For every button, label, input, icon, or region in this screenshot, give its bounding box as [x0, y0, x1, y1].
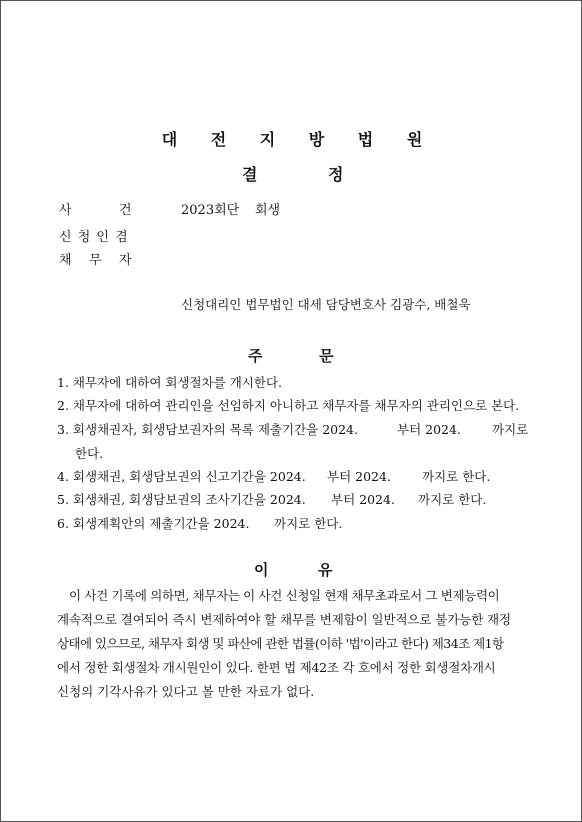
debtor-label-3: 자 [119, 253, 132, 268]
reason-line-1: 이 사건 기록에 의하면, 채무자는 이 사건 신청일 현재 채무초과로서 그 변제능력이 [69, 588, 500, 603]
agent-line: 신청대리인 법무법인 대세 담당변호사 김광수, 배철욱 [181, 297, 471, 312]
decision-title-char-2: 정 [328, 165, 344, 184]
order-item-4-part-1: 4. 회생채권, 회생담보권의 신고기간을 2024. [57, 469, 306, 484]
reason-line-2: 계속적으로 결여되어 즉시 변제하여야 할 채무를 변제함이 일반적으로 불가능한 재정 [57, 612, 511, 627]
order-item-3-continuation: 한다. [75, 446, 104, 461]
order-item-4-part-3: 까지로 한다. [422, 469, 491, 484]
order-item-5-part-1: 5. 회생채권, 회생담보권의 조사기간을 2024. [57, 492, 306, 507]
order-item-3-part-3: 까지로 [492, 422, 529, 437]
applicant-label: 신 청 인 겸 [59, 230, 129, 245]
order-item-2: 2. 채무자에 대하여 관리인을 선임하지 아니하고 채무자를 채무자의 관리인으로 본다. [57, 398, 520, 413]
decision-title-char-1: 결 [242, 165, 258, 184]
reason-heading-char-1: 이 [254, 561, 269, 579]
order-item-5-part-2: 부터 2024. [331, 492, 395, 507]
order-item-6-part-1: 6. 회생계획안의 제출기간을 2024. [57, 516, 250, 531]
debtor-label-2: 무 [89, 253, 102, 268]
reason-line-3: 상태에 있으므로, 채무자 회생 및 파산에 관한 법률(이하 '법'이라고 한다) 제34조 제1항 [57, 636, 504, 651]
case-number: 2023회단 [181, 203, 240, 218]
reason-line-4: 에서 정한 회생절차 개시원인이 있다. 한편 법 제42조 각 호에서 정한 회생절차개시 [57, 660, 496, 675]
order-item-1: 1. 채무자에 대하여 회생절차를 개시한다. [57, 375, 282, 390]
case-type: 회생 [255, 203, 281, 218]
reason-line-5: 신청의 기각사유가 있다고 볼 만한 자료가 없다. [57, 684, 315, 699]
order-item-5-part-3: 까지로 한다. [418, 492, 487, 507]
reason-heading-char-2: 유 [318, 561, 333, 579]
debtor-label-1: 채 [59, 253, 72, 268]
order-item-3-part-1: 3. 회생채권자, 회생담보권자의 목록 제출기간을 2024. [57, 422, 358, 437]
case-label-2: 건 [119, 203, 132, 218]
court-title: 대 전 지 방 법 원 [161, 130, 437, 149]
order-item-3-part-2: 부터 2024. [397, 422, 461, 437]
case-label-1: 사 [59, 203, 72, 218]
order-item-6-part-2: 까지로 한다. [274, 516, 343, 531]
order-heading-char-1: 주 [248, 347, 263, 365]
order-heading-char-2: 문 [319, 347, 334, 365]
order-item-4-part-2: 부터 2024. [327, 469, 391, 484]
